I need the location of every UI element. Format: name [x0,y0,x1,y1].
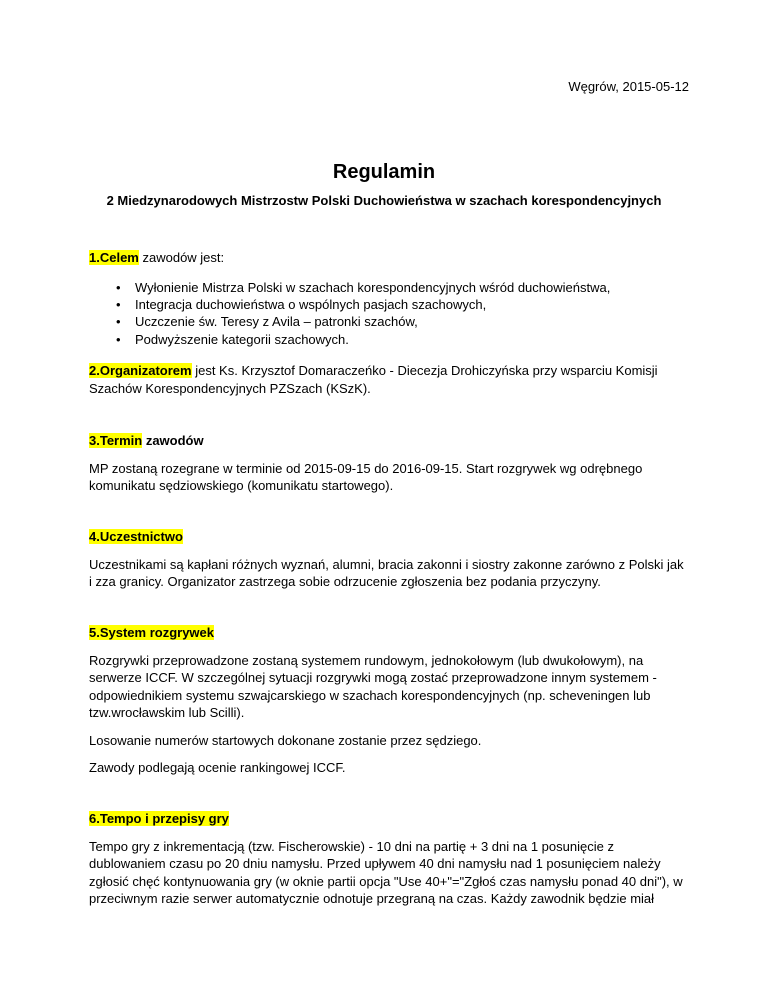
section-5-body: Rozgrywki przeprowadzone zostaną systemem rundowym, jednokołowym (lub dwukołowym), na serwerze ICCF. W szczególnej sytuacji rozgrywki mogą zostać przeprowadzone innym systemem - odpowiednikiem systemu szwajcarskiego w szachach korespondencyjnych (np. scheveningen lub tzw.wrocławskim lub Scilli). [89,652,657,720]
section-5-body-2: Losowanie numerów startowych dokonane zostanie przez sędziego. [89,732,482,748]
list-item: • Integracja duchowieństwa o wspólnych pasjach szachowych, [116,296,487,312]
bullet-icon: • [116,279,121,295]
section-5 [89,624,689,777]
section-3 [89,432,689,495]
section-5-heading [89,624,689,642]
section-3-body: MP zostaną rozegrane w terminie od 2015-09-15 do 2016-09-15. Start rozgrywek wg odrębnego komunikatu sędziowskiego (komunikatu startowego). [89,460,643,493]
section-6-body: Tempo gry z inkrementacją (tzw. Fischerowskie) - 10 dni na partię + 3 dni na 1 posunięcie z dublowaniem czasu po 20 dniu namysłu. Przed upływem 40 dni namysłu nad 1 posunięciem należy zgłosić chęć kontynuowania gry (w oknie partii opcja "Use 40+"="Zgłoś czas namysłu ponad 40 dni"), w przeciwnym razie serwer automatycznie odnotuje przegraną na czas. Każdy zawodnik będzie miał [89,838,683,906]
section-2-heading-highlight: 2.Organizatorem [89,363,192,378]
section-3-heading: 3.Termin zawodów [89,433,204,448]
section-6-heading-highlight: 6.Tempo i przepisy gry [89,811,229,826]
section-1 [89,249,689,348]
section-4-heading-highlight: 4.Uczestnictwo [89,529,183,544]
list-item: • Podwyższenie kategorii szachowych. [116,331,349,347]
section-5-heading-highlight: 5.System rozgrywek [89,625,215,640]
list-item: • Wyłonienie Mistrza Polski w szachach korespondencyjnych wśród duchowieństwa, [116,279,611,295]
section-4-heading [89,528,689,546]
section-6 [89,810,689,908]
document-title: Regulamin [332,161,436,183]
section-6-heading [89,810,689,828]
section-4-body: Uczestnikami są kapłani różnych wyznań, alumni, bracia zakonni i siostry zakonne zarówno z Polski jak i zza granicy. Organizator zastrzega sobie odrzucenie zgłoszenia bez podania przyczyny. [89,556,684,589]
goals-list [89,279,689,349]
section-5-body-3: Zawody podlegają ocenie rankingowej ICCF. [89,760,346,775]
section-4 [89,528,689,591]
list-item: • Uczczenie św. Teresy z Avila – patronki szachów, [116,314,418,330]
section-2-paragraph: 2.Organizatorem jest Ks. Krzysztof Domaraczeńko - Diecezja Drohiczyńska przy wsparciu Komisji Szachów Korespondencyjnych PZSzach (KSzK). [89,363,658,396]
section-1-heading [89,249,689,267]
bullet-icon: • [116,296,121,312]
section-3-heading-highlight: 3.Termin [89,433,143,448]
bullet-icon: • [116,331,121,347]
section-2 [89,362,689,397]
document-subtitle: 2 Miedzynarodowych Mistrzostw Polski Duchowieństwa w szachach korespondencyjnych [106,193,662,208]
document-date: Węgrów, 2015-05-12 [568,79,689,94]
section-1-heading-rest: zawodów jest: [138,250,225,265]
section-1-heading-highlight: 1.Celem [89,250,139,265]
bullet-icon: • [116,314,121,330]
